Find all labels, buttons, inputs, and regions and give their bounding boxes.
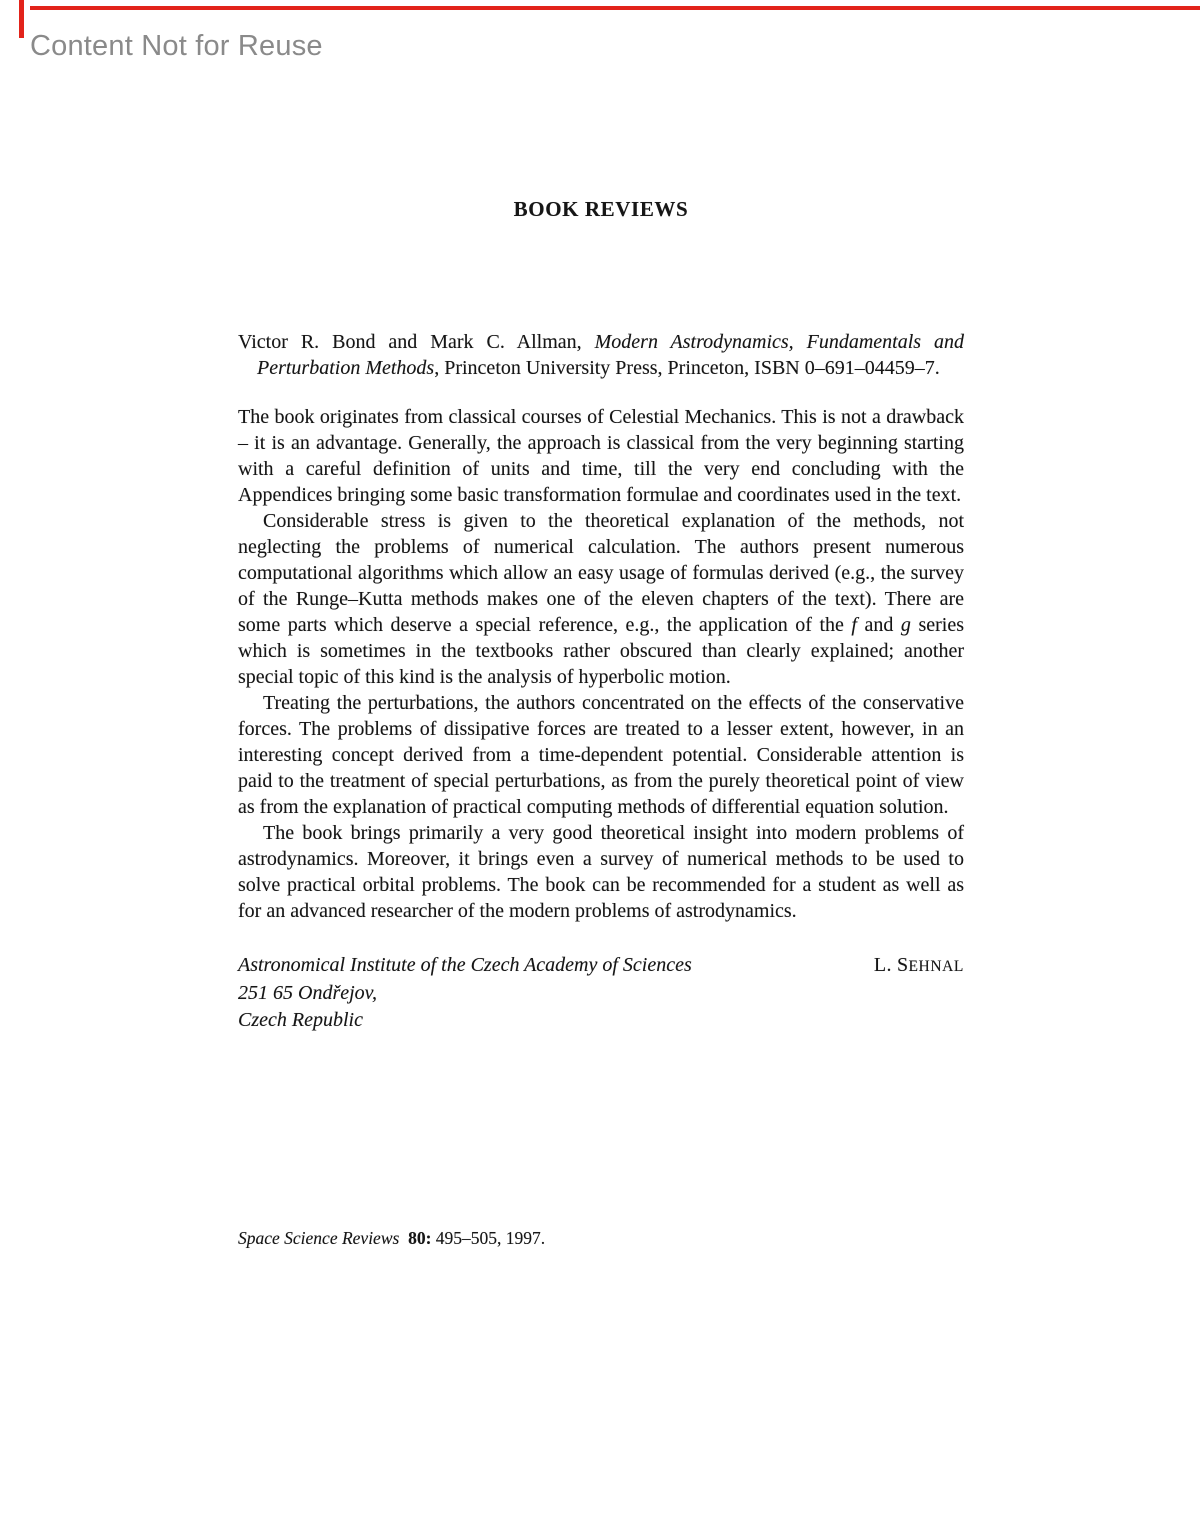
review-paragraph: The book originates from classical courses of Celestial Mechanics. This is not a drawback – it is an advantage. Generally, the approach is classical from the very beginning starting with a careful definition of units and time, till the very end concluding with the Appendices bringing some basic transformation formulae and coordinates used in the text. [238, 406, 964, 506]
citation-publisher-isbn: , Princeton University Press, Princeton, ISBN 0–691–04459–7. [434, 357, 940, 379]
footer-spacer [399, 1228, 408, 1248]
text-column [238, 0, 964, 1249]
review-paragraph: The book brings primarily a very good theoretical insight into modern problems of astrodynamics. Moreover, it brings even a survey of numerical methods to be used to solve practical orbital problems. The book can be recommended for a student as well as for an advanced researcher of the modern problems of astrodynamics. [238, 822, 964, 922]
paragraph-text: series which is sometimes in the textbooks rather obscured than clearly explained; another special topic of this kind is the analysis of hyperbolic motion. [238, 614, 964, 688]
math-f-symbol: f [851, 614, 857, 636]
watermark-text: Content Not for Reuse [30, 30, 323, 62]
signature-institute: Astronomical Institute of the Czech Academy of Sciences [238, 954, 692, 976]
paragraph-text: Considerable stress is given to the theoretical explanation of the methods, not neglecting the problems of numerical calculation. The authors present numerous computational algorithms which allow an easy usage of formulas derived (e.g., the survey of the Runge–Kutta methods makes one of the eleven chapters of the text). There are some parts which deserve a special reference, e.g., the application of the [238, 510, 964, 636]
signature-block [238, 952, 964, 1034]
reviewer-initials: L. S [873, 954, 909, 976]
review-paragraph [238, 508, 964, 690]
citation-book-title: Modern Astrodynamics, Fundamentals and Perturbation Methods [257, 331, 964, 379]
signature-address-line: 251 65 Ondřejov, [238, 982, 378, 1004]
footer-journal-name: Space Science Reviews [238, 1228, 400, 1248]
paragraph-text: and [856, 614, 901, 636]
review-body [238, 404, 964, 924]
book-citation [238, 329, 964, 381]
footer-pages: 495–505, 1997. [431, 1228, 546, 1248]
reviewer-surname-smallcaps: EHNAL [908, 958, 964, 975]
math-g-symbol: g [900, 614, 911, 636]
footer-volume: 80: [408, 1228, 432, 1248]
crop-mark-vertical [19, 0, 24, 38]
page-title: BOOK REVIEWS [513, 197, 689, 221]
citation-authors: Victor R. Bond and Mark C. Allman, [238, 331, 595, 353]
reviewer-name [874, 952, 964, 980]
signature-address-line: Czech Republic [238, 1009, 363, 1031]
signature-row [238, 952, 964, 980]
review-paragraph: Treating the perturbations, the authors concentrated on the effects of the conservative forces. The problems of dissipative forces are treated to a lesser extent, however, in an interesting concept derived from a time-dependent potential. Considerable attention is paid to the treatment of special perturbations, as from the purely theoretical point of view as from the explanation of practical computing methods of differential equation solution. [238, 692, 964, 818]
journal-footer [238, 1227, 964, 1249]
